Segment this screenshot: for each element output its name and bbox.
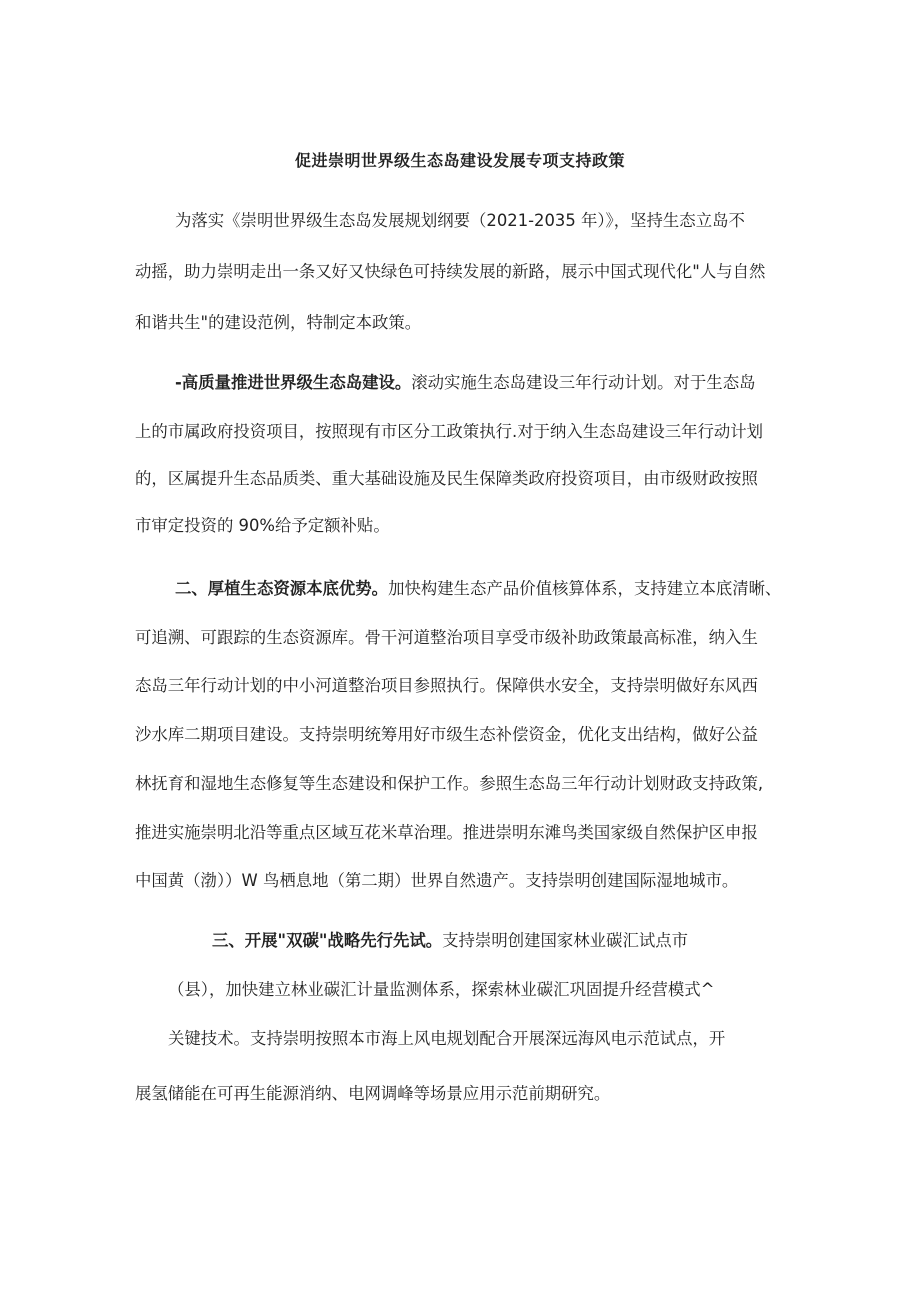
paragraph-line: 沙水库二期项目建设。支持崇明统筹用好市级生态补偿资金，优化支出结构，做好公益 [135,725,758,744]
paragraph-line [212,930,688,952]
section-heading: 二、厚植生态资源本底优势。 [175,579,389,598]
paragraph-line [175,578,781,600]
paragraph-line: （县），加快建立林业碳汇计量监测体系，探索林业碳汇巩固提升经营模式^ [168,980,715,999]
section-heading: 三、开展"双碳"战略先行先试。 [212,931,443,950]
paragraph-line: 推进实施崇明北沿等重点区域互花米草治理。推进崇明东滩鸟类国家级自然保护区申报 [135,823,758,842]
paragraph-line: 展氢储能在可再生能源消纳、电网调峰等场景应用示范前期研究。 [135,1084,611,1103]
paragraph-line: 和谐共生"的建设范例，特制定本政策。 [135,313,422,332]
paragraph-line: 市审定投资的 90%给予定额补贴。 [135,516,390,535]
paragraph-line: 的，区属提升生态品质类、重大基础设施及民生保障类政府投资项目，由市级财政按照 [135,469,758,488]
paragraph-line: 中国黄（渤））W 鸟栖息地（第二期）世界自然遗产。支持崇明创建国际湿地城市。 [135,871,739,890]
section-text: 加快构建生态产品价值核算体系，支持建立本底清晰、 [388,579,782,598]
paragraph-line: 关键技术。支持崇明按照本市海上风电规划配合开展深远海风电示范试点，开 [168,1029,726,1048]
paragraph-line: 态岛三年行动计划的中小河道整治项目参照执行。保障供水安全，支持崇明做好东风西 [135,676,758,695]
section-text: 滚动实施生态岛建设三年行动计划。对于生态岛 [411,373,756,392]
document-title: 促进崇明世界级生态岛建设发展专项支持政策 [294,151,625,170]
paragraph-line [175,372,755,394]
paragraph-line: 可追溯、可跟踪的生态资源库。骨干河道整治项目享受市级补助政策最高标准，纳入生 [135,628,758,647]
paragraph-line: 动摇，助力崇明走出一条又好又快绿色可持续发展的新路，展示中国式现代化"人与自然 [135,262,766,281]
section-text: 支持崇明创建国家林业碳汇试点市 [442,931,689,950]
paragraph-line: 为落实《崇明世界级生态岛发展规划纲要（2021-2035 年）》，坚持生态立岛不 [175,211,745,230]
paragraph-line: 上的市属政府投资项目，按照现有市区分工政策执行.对于纳入生态岛建设三年行动计划 [135,422,764,441]
section-heading: -高质量推进世界级生态岛建设。 [175,373,412,392]
paragraph-line: 林抚育和湿地生态修复等生态建设和保护工作。参照生态岛三年行动计划财政支持政策, [135,774,764,793]
